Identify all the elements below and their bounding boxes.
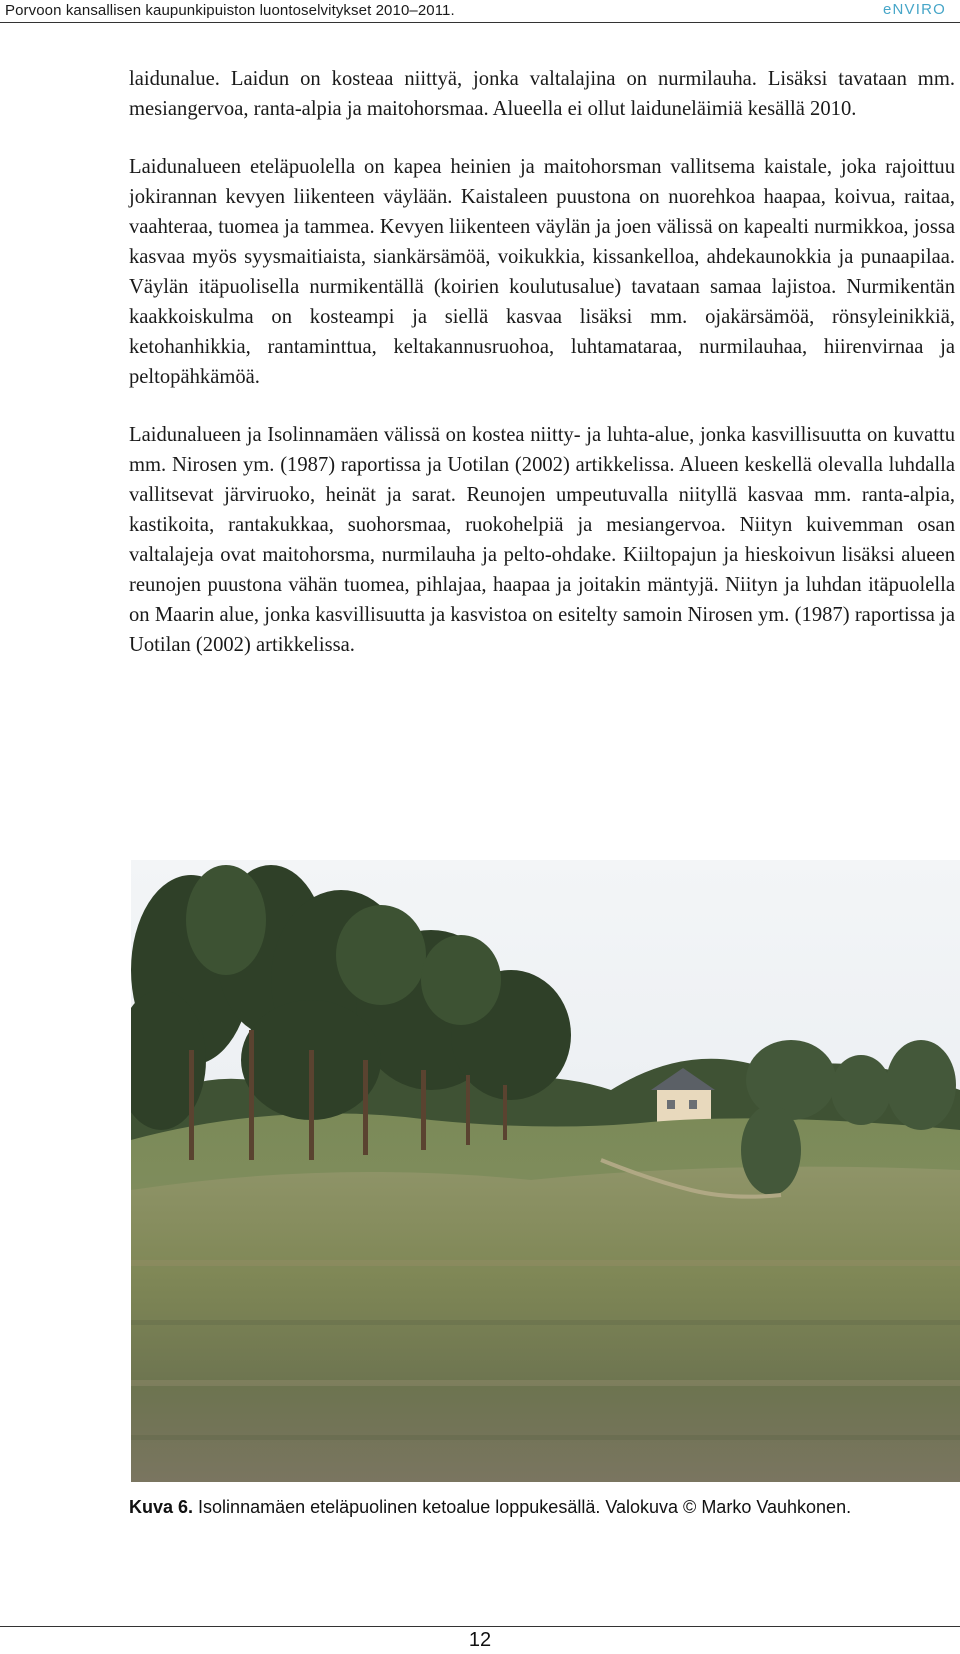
header-rule (0, 22, 960, 23)
document-title: Porvoon kansallisen kaupunkipuiston luontoselvitykset 2010–2011. (5, 2, 455, 19)
caption-text: Isolinnamäen eteläpuolinen ketoalue loppukesällä. Valokuva © Marko Vauhkonen. (198, 1497, 852, 1517)
caption-label: Kuva 6. (129, 1497, 194, 1517)
paragraph-1: laidunalue. Laidun on kosteaa niittyä, jonka valtalajina on nurmilauha. Lisäksi tavataan mm. mesiangervoa, ranta-alpia ja maitohorsmaa. Alueella ei ollut laiduneläimiä kesällä 2010. (129, 68, 955, 120)
enviro-logo: eNVIRO (882, 1, 946, 18)
body-text (129, 64, 955, 689)
figure-caption (129, 1494, 951, 1520)
page-header (0, 0, 960, 24)
paragraph-2: Laidunalueen eteläpuolella on kapea heinien ja maitohorsman vallitsema kaistale, joka rajoittuu jokirannan kevyen liikenteen väylään. Kaistaleen puustona on nuorehkoa haapaa, koivua, raitaa, vaahteraa, tuomea ja tammea. Kevyen liikenteen väylän ja joen välissä on kapealti nurmikkoa, jossa kasvaa myös syysmaitiaista, siankärsämöä, voikukkia, kissankelloa, ahdekaunokkia ja punaapilaa. Väylän itäpuolisella nurmikentällä (koirien koulutusalue) tavataan samaa lajistoa. Nurmikentän kaakkoiskulma on kosteampi ja siellä kasvaa lisäksi mm. ojakärsämöä, rönsyleinikkiä, ketohanhikkia, rantaminttua, keltakannusruohoa, luhtamataraa, nurmilauhaa, hiirenvirnaa ja peltopähkämöä. (129, 156, 955, 388)
page-number: 12 (468, 1629, 492, 1651)
meadow-photo (131, 860, 960, 1482)
paragraph-3: Laidunalueen ja Isolinnamäen välissä on kostea niitty- ja luhta-alue, jonka kasvillisuutta on kuvattu mm. Nirosen ym. (1987) raportissa ja Uotilan (2002) artikkelissa. Alueen keskellä olevalla luhdalla vallitsevat järviruoko, heinät ja sarat. Reunojen umpeutuvalla niityllä kasvaa mm. ranta-alpia, kastikoita, rantakukkaa, suohorsmaa, ruokohelpiä ja mesiangervoa. Niityn kuivemman osan valtalajeja ovat maitohorsma, nurmilauha ja pelto-ohdake. Kiiltopajun ja hieskoivun lisäksi alueen reunojen puustona vähän tuomea, pihlajaa, haapaa ja joitakin mäntyjä. Niityn ja luhdan itäpuolella on Maarin alue, jonka kasvillisuutta ja kasvistoa on esitelty samoin Nirosen ym. (1987) raportissa ja Uotilan (2002) artikkelissa. (129, 424, 955, 656)
